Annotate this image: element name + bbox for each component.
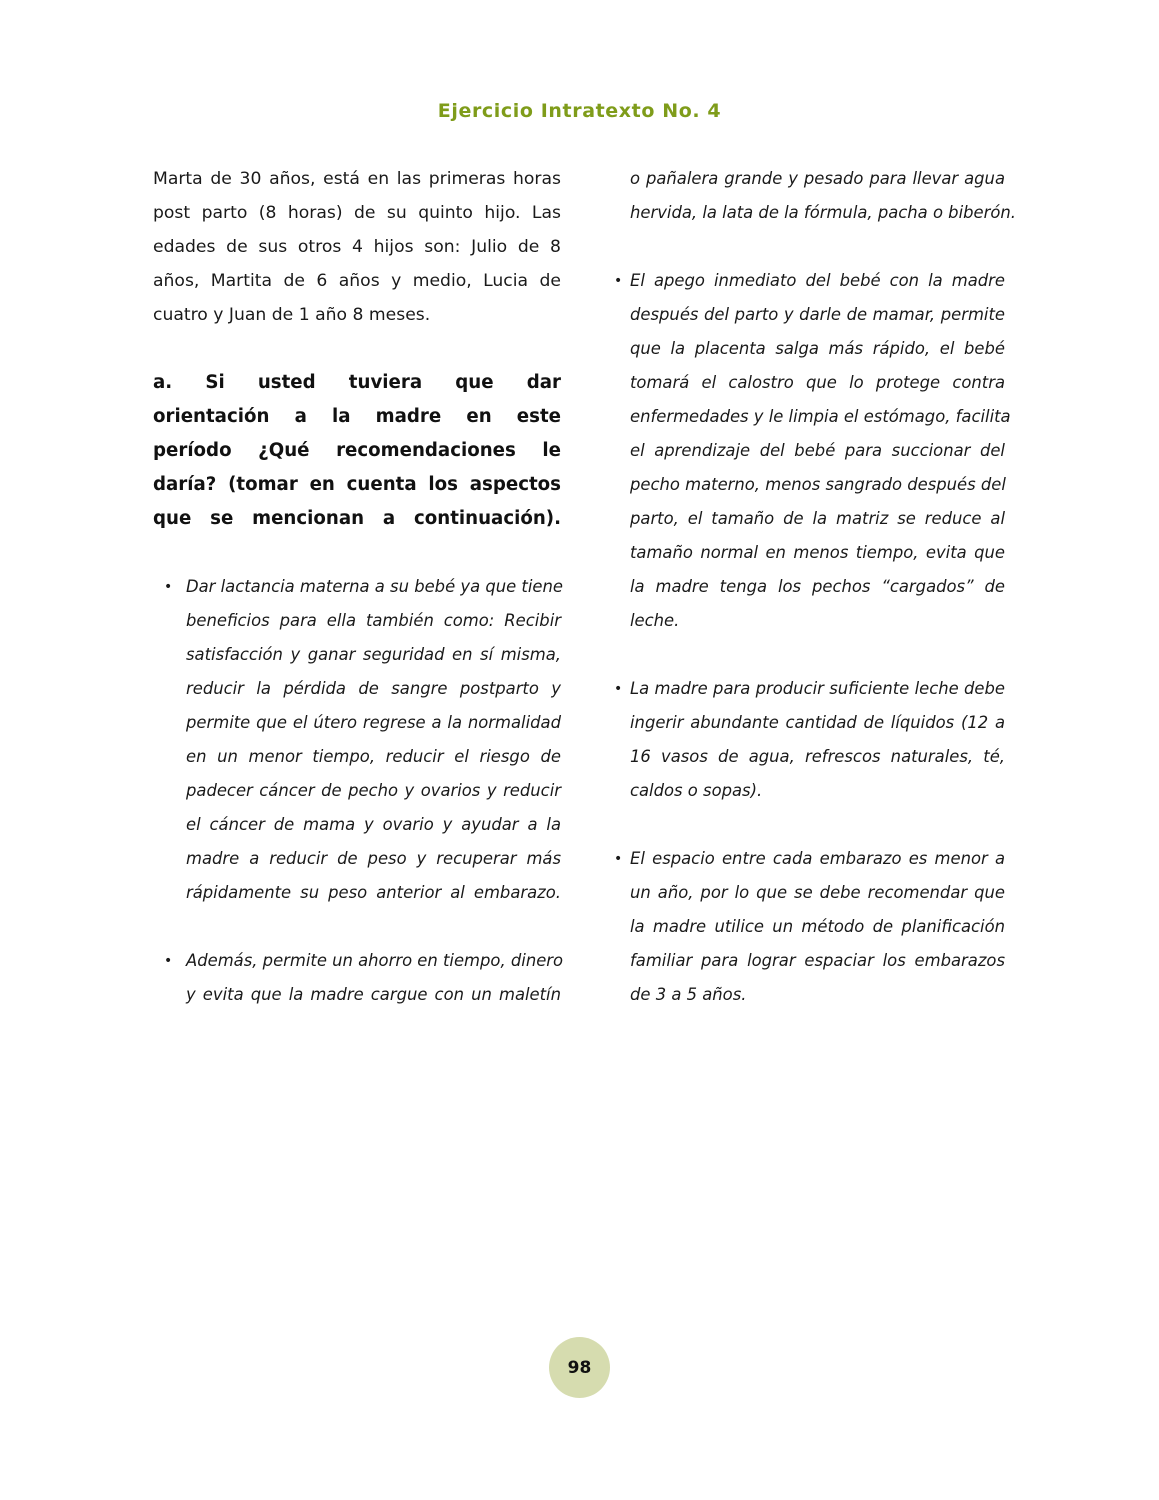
bullet-line: tomará el calostro que lo protege contra xyxy=(630,373,1005,392)
bullet-line: hervida, la lata de la fórmula, pacha o biberón. xyxy=(630,203,1016,222)
bullet-line: pecho materno, menos sangrado después del xyxy=(630,475,1006,494)
bullet-line: rápidamente su peso anterior al embarazo. xyxy=(186,883,561,902)
intro-line: Marta de 30 años, está en las primeras horas xyxy=(153,169,561,189)
question-heading xyxy=(153,366,561,536)
bullet-line: El apego inmediato del bebé con la madre xyxy=(630,271,1005,290)
list-item-continued xyxy=(630,162,1016,230)
bullet-icon: • xyxy=(614,681,623,697)
bullet-icon: • xyxy=(164,953,173,969)
bullet-line: después del parto y darle de mamar, permite xyxy=(630,305,1005,324)
question-line: orientación a la madre en este xyxy=(153,406,561,427)
bullet-list-right xyxy=(614,162,1016,1012)
section-title: Ejercicio Intratexto No. 4 xyxy=(437,100,722,122)
question-line: período ¿Qué recomendaciones le xyxy=(153,440,561,461)
bullet-line: que la placenta salga más rápido, el bebé xyxy=(630,339,1005,358)
bullet-line: tamaño normal en menos tiempo, evita que xyxy=(630,543,1005,562)
bullet-line: el cáncer de mama y ovario y ayudar a la xyxy=(186,815,561,834)
bullet-line: o pañalera grande y pesado para llevar agua xyxy=(630,169,1005,188)
page-number: 98 xyxy=(567,1357,592,1378)
intro-line: post parto (8 horas) de su quinto hijo. Las xyxy=(153,203,561,223)
list-item xyxy=(164,570,563,910)
bullet-line: El espacio entre cada embarazo es menor a xyxy=(630,849,1005,868)
intro-paragraph xyxy=(153,162,561,332)
bullet-line: satisfacción y ganar seguridad en sí misma, xyxy=(186,645,561,664)
bullet-line: un año, por lo que se debe recomendar que xyxy=(630,883,1005,902)
bullet-line: madre a reducir de peso y recuperar más xyxy=(186,849,561,868)
bullet-line: ingerir abundante cantidad de líquidos (12 a xyxy=(630,713,1005,732)
question-line: que se mencionan a continuación). xyxy=(153,508,561,529)
intro-line: edades de sus otros 4 hijos son: Julio de 8 xyxy=(153,237,561,257)
list-item xyxy=(614,672,1005,808)
bullet-line: Además, permite un ahorro en tiempo, dinero xyxy=(186,951,564,970)
intro-line: cuatro y Juan de 1 año 8 meses. xyxy=(153,305,431,325)
bullet-icon: • xyxy=(614,851,623,867)
bullet-line: la madre tenga los pechos “cargados” de xyxy=(630,577,1005,596)
bullet-line: 16 vasos de agua, refrescos naturales, té, xyxy=(630,747,1005,766)
bullet-line: leche. xyxy=(630,611,680,630)
bullet-line: enfermedades y le limpia el estómago, facilita xyxy=(630,407,1011,426)
bullet-line: en un menor tiempo, reducir el riesgo de xyxy=(186,747,561,766)
list-item xyxy=(164,944,564,1012)
list-item xyxy=(614,264,1011,638)
list-item xyxy=(614,842,1005,1012)
bullet-line: beneficios para ella también como: Recibir xyxy=(186,611,561,630)
bullet-line: de 3 a 5 años. xyxy=(630,985,747,1004)
bullet-line: parto, el tamaño de la matriz se reduce al xyxy=(630,509,1005,528)
question-line: a. Si usted tuviera que dar xyxy=(153,372,561,393)
page-number-badge xyxy=(549,1337,610,1398)
left-column xyxy=(153,162,564,1012)
bullet-list-left xyxy=(153,570,564,1012)
bullet-line: La madre para producir suficiente leche debe xyxy=(630,679,1005,698)
bullet-line: y evita que la madre cargue con un maletín xyxy=(186,985,561,1004)
bullet-line: la madre utilice un método de planificación xyxy=(630,917,1005,936)
intro-line: años, Martita de 6 años y medio, Lucia de xyxy=(153,271,561,291)
bullet-line: el aprendizaje del bebé para succionar del xyxy=(630,441,1005,460)
bullet-line: permite que el útero regrese a la normalidad xyxy=(186,713,561,732)
bullet-icon: • xyxy=(614,273,623,289)
question-line: daría? (tomar en cuenta los aspectos xyxy=(153,474,561,495)
right-column xyxy=(614,162,1016,1012)
bullet-line: padecer cáncer de pecho y ovarios y reducir xyxy=(186,781,561,800)
bullet-icon: • xyxy=(164,579,173,595)
bullet-line: reducir la pérdida de sangre postparto y xyxy=(186,679,561,698)
bullet-line: Dar lactancia materna a su bebé ya que tiene xyxy=(186,577,563,596)
bullet-line: familiar para lograr espaciar los embarazos xyxy=(630,951,1005,970)
bullet-line: caldos o sopas). xyxy=(630,781,763,800)
